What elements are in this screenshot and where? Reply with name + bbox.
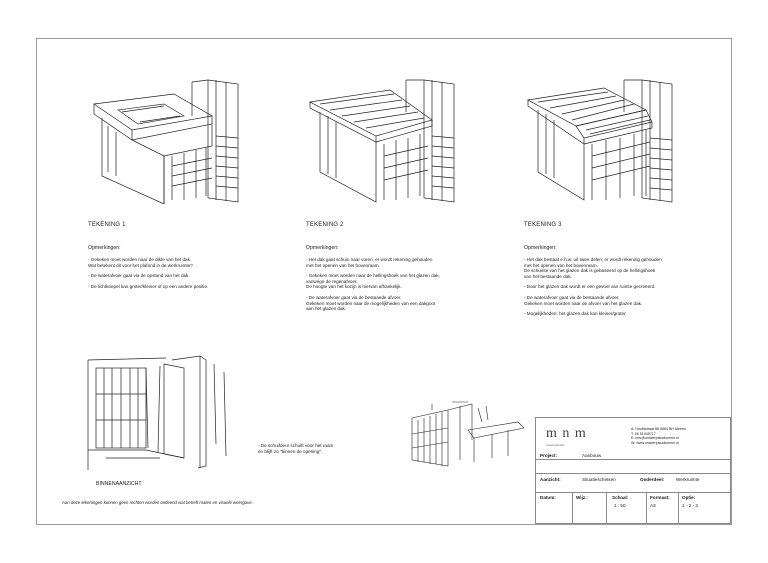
panel-3-note: - De waterafvoer gaat via de bestaande afvoer. Gekeken moet worden naar de afvoer van het glazen dak. [524, 294, 643, 306]
project-label: Project: [540, 453, 558, 458]
panel-1-title: TEKENING 1 [88, 222, 126, 228]
tb-divider [536, 473, 730, 474]
interior-view-label: BINNENAANZICHT [96, 481, 142, 487]
formaat-label: Formaat: [650, 495, 670, 500]
datum-label: Datum: [540, 495, 556, 500]
company-website: W: www.ontwerpstudiomnm.nl [631, 440, 680, 445]
optie-label: Optie: [682, 495, 696, 500]
optie-value: 1 - 2 - 3 [682, 503, 698, 508]
panel-1-note: - De lichtkoepel kan groter/kleiner of op een andere positie. [88, 283, 209, 289]
tb-divider [606, 492, 607, 523]
title-block [535, 417, 731, 524]
tb-divider [678, 492, 679, 523]
company-logo [546, 426, 604, 448]
logo-text: m n m [546, 426, 587, 441]
wijz-label: Wijz.: [576, 495, 588, 500]
sketch-drawing-1 [88, 76, 248, 204]
panel-3-title: TEKENING 3 [524, 222, 562, 228]
panel-2-note: - De waterafvoer gaat via de bestaande afvoer. Gekeken moet worden naar de mogelijkheden van een dakgoot aan het glazen dak. [306, 294, 436, 312]
panel-2-notes [306, 257, 511, 317]
tb-divider [646, 492, 647, 523]
company-details [631, 427, 686, 445]
panel-1-notes [88, 257, 288, 294]
panel-2-remarks-heading: Opmerkingen: [306, 245, 339, 251]
panel-3-note: - Mogelijkheden: het glazen dak kan kleiner/groter. [524, 311, 627, 317]
panel-2-note: - Het dak gaat schuin naar voren, er wordt rekening gehouden met het openen van het bovenraam. [306, 257, 433, 268]
aanzicht-label: Aanzicht: [540, 477, 561, 482]
interior-view-drawing [86, 354, 246, 474]
company-email: E: info@ontwerpstudiomnm.nl [631, 436, 679, 440]
disclaimer-footer: Aan deze tekeningen kunnen geen rechten worden ontleend wat betreft maten en visuele weergave. [62, 500, 253, 505]
panel-3-note: - Het dak bestaat e.h.w. uit twee delen; er wordt rekening gehouden met het openen van het bovenraam. De schuinte van het glazen dak is gebaseerd op de hellingshoek van het bestaande dak. [524, 257, 662, 279]
panel-3-note: - Door het glazen dak wordt er een gevoel van ruimte gecreëerd. [524, 284, 656, 290]
panel-3-remarks-heading: Opmerkingen: [524, 245, 557, 251]
schaal-label: Schaal: [612, 495, 629, 500]
formaat-value: A3 [650, 503, 656, 508]
sketch-drawing-2 [306, 76, 466, 204]
panel-1-remarks-heading: Opmerkingen: [88, 245, 121, 251]
project-value: Aanbouw [582, 453, 602, 458]
aanzicht-value: Situatieschetsen [582, 477, 616, 482]
panel-1-note: - Gekeken moet worden naar de dikte van het dak. Wat betekent dit voor het plafond in de werkruimte? [88, 257, 193, 268]
onderdeel-value: Werkruimte [676, 477, 700, 482]
tb-divider [536, 492, 730, 493]
interior-view-note: - De schuifdeur schuift voor het raam en blijft zo "binnen de opening". [258, 443, 334, 454]
schaal-value: 1 : 50 [614, 503, 626, 508]
sketch-drawing-3 [524, 76, 684, 204]
panel-1-note: - De waterafvoer gaat via de opstand van het dak. [88, 273, 190, 279]
tb-divider [572, 492, 573, 523]
tb-divider [536, 459, 730, 460]
panel-3-notes [524, 257, 729, 322]
company-phone: T: 06 51945717 [631, 431, 656, 436]
onderdeel-label: Onderdeel: [640, 477, 665, 482]
panel-2-title: TEKENING 2 [306, 222, 344, 228]
company-address: A: Hoofdstraat 88 5884 BH Meerlo [631, 427, 686, 431]
exterior-sketch-drawing [408, 400, 526, 470]
logo-subtext: ontwerpstudio [546, 443, 565, 447]
panel-2-note: - Gekeken moet worden naar de hellingshoek van het glazen dak, vanwege de regenafvoer. De hoogte van het kozijn is hiervan afhankelijk. [306, 273, 440, 290]
